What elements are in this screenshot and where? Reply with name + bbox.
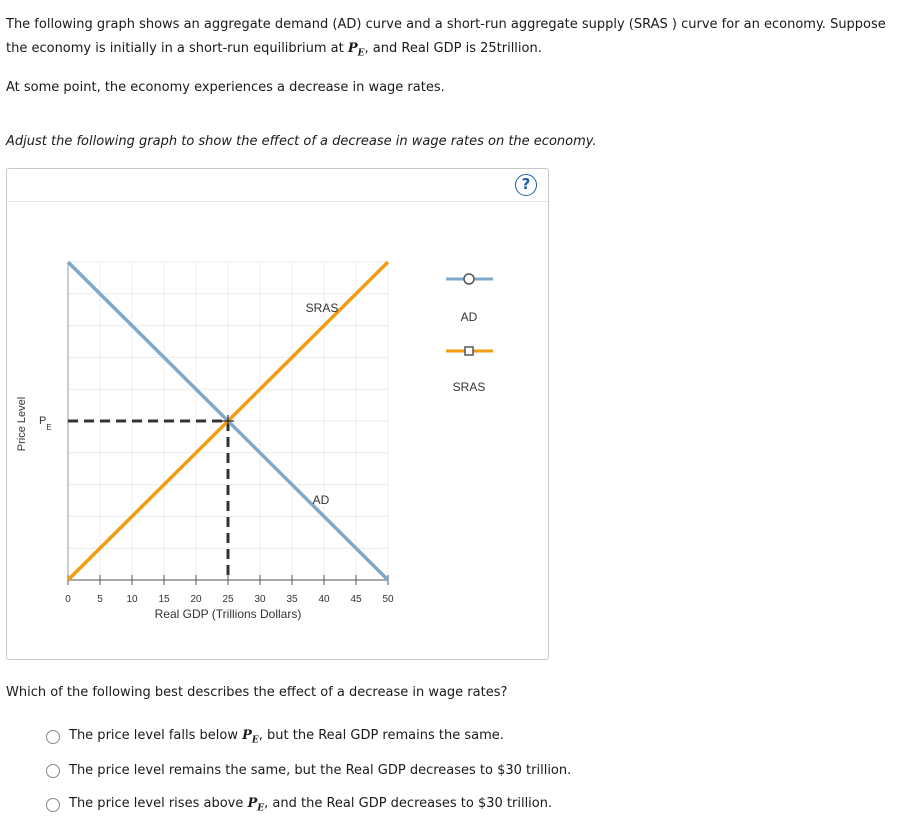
- legend-ad-tool[interactable]: [446, 274, 493, 324]
- x-tick-label: 30: [254, 594, 266, 605]
- help-icon[interactable]: ?: [515, 174, 537, 196]
- x-tick-label: 35: [286, 594, 298, 605]
- x-tick-label: 50: [382, 594, 394, 605]
- graph-panel: [6, 168, 549, 660]
- pe-axis-label: $P_E$: [39, 415, 52, 432]
- graph-svg: [7, 169, 548, 659]
- y-axis-label: Price Level: [16, 396, 28, 452]
- circle-handle-icon: [464, 274, 474, 284]
- legend-sras-tool[interactable]: [446, 347, 493, 394]
- x-tick-label: 45: [350, 594, 362, 605]
- x-axis-label: Real GDP (Trillions Dollars): [154, 607, 302, 621]
- x-tick-label: 25: [222, 594, 234, 605]
- square-handle-icon: [465, 347, 473, 355]
- instruction-text: Adjust the following graph to show the effect of a decrease in wage rates on the economy.: [6, 134, 597, 149]
- x-tick-label: 10: [126, 594, 138, 605]
- intro-paragraph-2: At some point, the economy experiences a decrease in wage rates.: [6, 79, 445, 95]
- answer-option-2[interactable]: [46, 763, 571, 778]
- x-tick-label: 40: [318, 594, 330, 605]
- sras-curve-label: SRAS: [305, 301, 339, 315]
- radio-button[interactable]: [46, 730, 60, 744]
- answer-option-1[interactable]: [46, 728, 504, 746]
- question-text: Which of the following best describes the effect of a decrease in wage rates?: [6, 685, 508, 700]
- legend-ad-label: AD: [460, 310, 478, 324]
- intro-text: [6, 13, 890, 100]
- option-2-label: The price level remains the same, but the Real GDP decreases to $30 trillion.: [69, 763, 572, 778]
- x-tick-label: 20: [190, 594, 202, 605]
- option-1-label: The price level falls below $P_E$, but the Real GDP remains the same.: [69, 728, 504, 746]
- ad-curve-label: AD: [312, 493, 330, 507]
- pe-symbol: $P_E$: [242, 728, 259, 746]
- radio-button[interactable]: [46, 798, 60, 812]
- pe-symbol: $P_E$: [247, 796, 265, 814]
- radio-button[interactable]: [46, 764, 60, 778]
- x-tick-label: 15: [158, 594, 170, 605]
- x-tick-label: 5: [97, 594, 103, 605]
- legend-sras-label: SRAS: [452, 380, 486, 394]
- intro-paragraph-1: The following graph shows an aggregate demand (AD) curve and a short-run aggregate supply (SRAS ) curve for an economy. Suppose the economy is initially in a short-run equilibrium at $P_E$, and Real GDP is 25trillion.: [6, 17, 886, 59]
- x-tick-label: 0: [65, 594, 71, 605]
- option-3-label: The price level rises above $P_E$, and the Real GDP decreases to $30 trillion.: [69, 796, 553, 814]
- pe-symbol: $P_E$: [347, 41, 365, 59]
- answer-option-3[interactable]: [46, 796, 552, 814]
